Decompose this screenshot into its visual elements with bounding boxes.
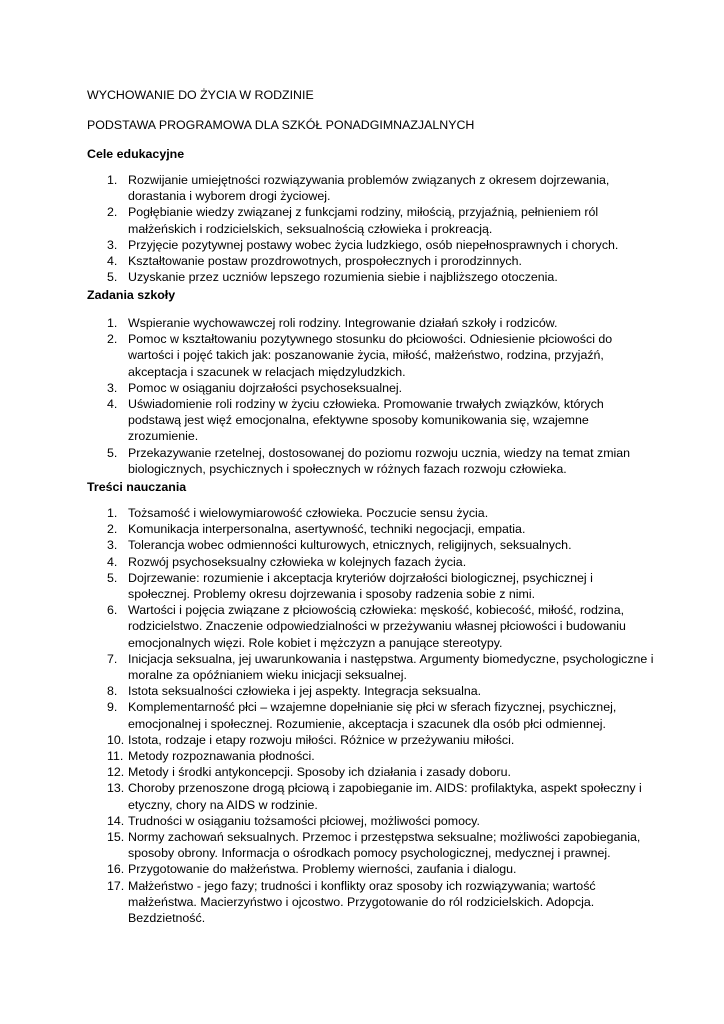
list-item [87, 204, 657, 236]
list-item-number: 9. [107, 700, 118, 715]
list-item [87, 570, 657, 602]
list-item-number: 5. [107, 570, 118, 585]
section-heading-cele: Cele edukacyjne [87, 147, 185, 161]
list-tresci-nauczania [87, 505, 657, 926]
list-item-number: 3. [107, 380, 118, 395]
document-title: WYCHOWANIE DO ŻYCIA W RODZINIE [87, 88, 314, 102]
list-item-text: Dojrzewanie: rozumienie i akceptacja kryteriów dojrzałości biologicznej, psychicznej i społecznej. Problemy okresu dojrzewania i sposoby radzenia sobie z nimi. [128, 570, 593, 602]
list-item-number: 3. [107, 538, 118, 553]
list-item [87, 331, 657, 380]
list-item-text: Pomoc w osiąganiu dojrzałości psychoseksualnej. [128, 380, 403, 395]
list-item-number: 5. [107, 270, 118, 285]
list-item-number: 16. [107, 862, 125, 877]
list-item-text: Tożsamość i wielowymiarowość człowieka. Poczucie sensu życia. [128, 506, 489, 520]
list-item-number: 2. [107, 205, 118, 220]
list-item [87, 764, 657, 780]
list-item [87, 237, 657, 253]
list-item-number: 15. [107, 830, 125, 845]
list-item-text: Wartości i pojęcia związane z płciowością człowieka: męskość, kobiecość, miłość, rodzina, rodzicielstwo. Znaczenie odpowiedzialności w przeżywaniu własnej płciowości i budowaniu emocjonalnych więzi. Role kobiet i mężczyzn a panujące stereotypy. [128, 603, 626, 650]
list-item-text: Kształtowanie postaw prozdrowotnych, prospołecznych i prorodzinnych. [128, 254, 522, 269]
list-item [87, 732, 657, 748]
list-zadania-szkoly [87, 315, 657, 477]
list-item-number: 2. [107, 522, 118, 537]
list-item-number: 3. [107, 237, 118, 252]
list-item-text: Trudności w osiąganiu tożsamości płciowej, możliwości pomocy. [128, 813, 480, 828]
list-item-text: Uzyskanie przez uczniów lepszego rozumienia siebie i najbliższego otoczenia. [128, 270, 558, 285]
list-item-number: 1. [107, 173, 118, 187]
list-item-text: Przyjęcie pozytywnej postawy wobec życia ludzkiego, osób niepełnosprawnych i chorych. [128, 237, 619, 252]
list-item-text: Małżeństwo - jego fazy; trudności i konflikty oraz sposoby ich rozwiązywania; wartość małżeństwa. Macierzyństwo i ojcostwo. Przygotowanie do ról rodzicielskich. Adopcja. Bezdzietność. [128, 878, 596, 926]
list-item-text: Rozwój psychoseksualny człowieka w kolejnych fazach życia. [128, 554, 467, 569]
list-item [87, 683, 657, 699]
list-item-number: 6. [107, 603, 118, 618]
list-item [87, 505, 657, 521]
list-item [87, 253, 657, 269]
list-item-text: Istota, rodzaje i etapy rozwoju miłości. Różnice w przeżywaniu miłości. [128, 732, 515, 747]
list-item [87, 396, 657, 445]
list-item-number: 5. [107, 445, 118, 460]
list-item-text: Pogłębianie wiedzy związanej z funkcjami rodziny, miłością, przyjaźnią, pełnieniem ról małżeńskich i rodzicielskich, seksualnością człowieka i prokreacją. [128, 205, 599, 236]
list-item-text: Tolerancja wobec odmienności kulturowych, etnicznych, religijnych, seksualnych. [128, 538, 572, 553]
list-item [87, 861, 657, 877]
list-item-text: Komunikacja interpersonalna, asertywność, techniki negocjacji, empatia. [128, 522, 526, 537]
list-item-number: 12. [107, 765, 125, 780]
list-item [87, 748, 657, 764]
list-item-text: Pomoc w kształtowaniu pozytywnego stosunku do płciowości. Odniesienie płciowości do wartości i pojęć takich jak: poszanowanie życia, miłość, małżeństwo, rodzina, przyjaźń, akceptacja i szacunek w relacjach międzyludzkich. [128, 332, 613, 379]
list-item-text: Metody rozpoznawania płodności. [128, 749, 315, 764]
list-item [87, 269, 657, 285]
list-item-text: Normy zachowań seksualnych. Przemoc i przestępstwa seksualne; możliwości zapobiegania, sposoby obrony. Informacja o ośrodkach pomocy psychologicznej, medycznej i prawnej. [128, 830, 641, 861]
list-item [87, 172, 657, 204]
list-item [87, 521, 657, 537]
list-item [87, 445, 657, 477]
list-item [87, 878, 657, 927]
list-cele-edukacyjne [87, 172, 657, 285]
list-item [87, 699, 657, 731]
list-item [87, 380, 657, 396]
section-heading-zadania: Zadania szkoły [87, 288, 176, 302]
document-subtitle: PODSTAWA PROGRAMOWA DLA SZKÓŁ PONADGIMNAZJALNYCH [87, 118, 475, 132]
list-item-text: Rozwijanie umiejętności rozwiązywania problemów związanych z okresem dojrzewania, dorastania i wyborem drogi życiowej. [128, 173, 610, 204]
list-item [87, 554, 657, 570]
list-item [87, 780, 657, 812]
list-item-number: 2. [107, 332, 118, 347]
list-item-number: 17. [107, 878, 125, 893]
list-item-text: Przekazywanie rzetelnej, dostosowanej do poziomu rozwoju ucznia, wiedzy na temat zmian biologicznych, psychicznych i społecznych w różnych fazach rozwoju człowieka. [128, 445, 631, 476]
list-item-number: 1. [107, 506, 118, 520]
list-item [87, 651, 657, 683]
list-item [87, 602, 657, 651]
list-item-text: Komplementarność płci – wzajemne dopełnianie się płci w sferach fizycznej, psychicznej, emocjonalnej i społecznej. Rozumienie, akceptacja i szacunek dla osób płci odmiennej. [128, 700, 617, 731]
list-item-number: 4. [107, 254, 118, 269]
list-item-number: 7. [107, 651, 118, 666]
list-item-number: 8. [107, 684, 118, 699]
list-item-number: 4. [107, 397, 118, 412]
list-item-text: Uświadomienie roli rodziny w życiu człowieka. Promowanie trwałych związków, których podstawą jest więź emocjonalna, efektywne sposoby komunikowania się, wzajemne zrozumienie. [128, 397, 604, 444]
list-item-number: 1. [107, 316, 118, 330]
section-heading-tresci: Treści nauczania [87, 480, 187, 494]
list-item [87, 829, 657, 861]
list-item [87, 315, 657, 331]
list-item [87, 813, 657, 829]
list-item-number: 11. [107, 749, 124, 764]
list-item-text: Choroby przenoszone drogą płciową i zapobieganie im. AIDS: profilaktyka, aspekt społeczny i etyczny, chory na AIDS w rodzinie. [128, 781, 642, 812]
list-item-number: 13. [107, 781, 125, 796]
list-item-text: Inicjacja seksualna, jej uwarunkowania i następstwa. Argumenty biomedyczne, psychologiczne i moralne za opóźnianiem wieku inicjacji seksualnej. [128, 651, 654, 683]
list-item-text: Metody i środki antykoncepcji. Sposoby ich działania i zasady doboru. [128, 765, 511, 780]
list-item-text: Wspieranie wychowawczej roli rodziny. Integrowanie działań szkoły i rodziców. [128, 316, 558, 330]
list-item-number: 4. [107, 554, 118, 569]
list-item [87, 537, 657, 553]
list-item-text: Istota seksualności człowieka i jej aspekty. Integracja seksualna. [128, 684, 482, 699]
list-item-number: 10. [107, 732, 125, 747]
list-item-number: 14. [107, 813, 125, 828]
list-item-text: Przygotowanie do małżeństwa. Problemy wierności, zaufania i dialogu. [128, 862, 517, 877]
